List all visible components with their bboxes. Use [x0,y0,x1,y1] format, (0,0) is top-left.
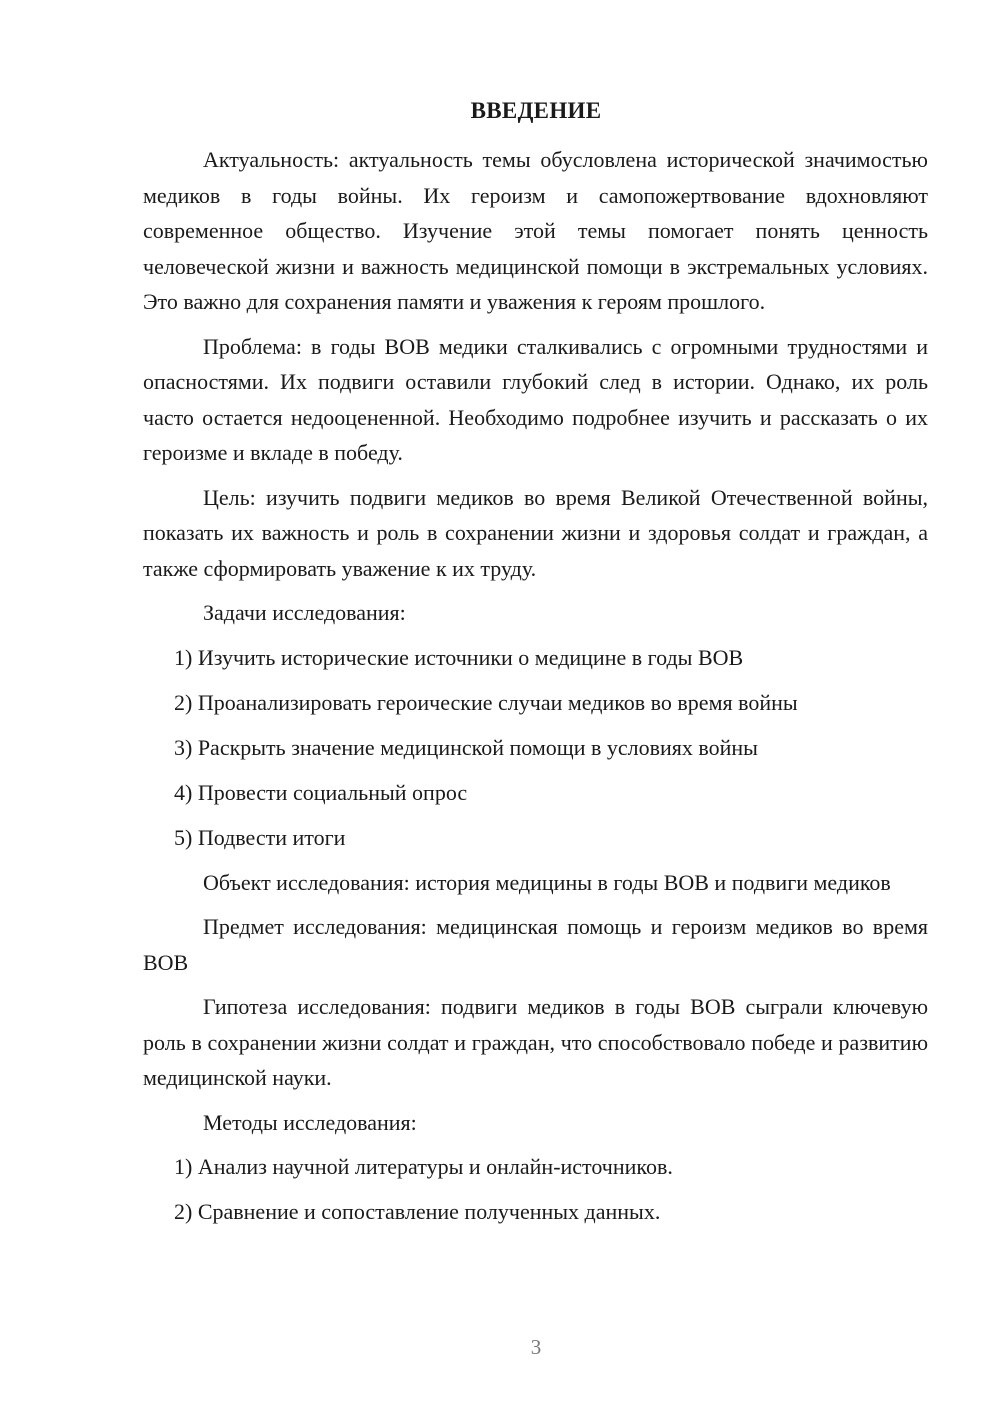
hypothesis-paragraph: Гипотеза исследования: подвиги медиков в годы ВОВ сыграли ключевую роль в сохранении жизни солдат и граждан, что способствовало победе и развитию медицинской науки. [143,994,928,1090]
problem-paragraph: Проблема: в годы ВОВ медики сталкивались с огромными трудностями и опасностями. Их подвиги оставили глубокий след в истории. Однако, их роль часто остается недооцененной. Необходимо подробнее изучить и рассказать о их героизме и вкладе в победу. [143,333,928,465]
subject-paragraph: Предмет исследования: медицинская помощь и героизм медиков во время ВОВ [143,914,928,975]
task-item: 1) Изучить исторические источники о медицине в годы ВОВ [174,644,744,670]
task-item: 2) Проанализировать героические случаи медиков во время войны [174,689,798,715]
methods-heading: Методы исследования: [203,1109,417,1135]
method-item: 2) Сравнение и сопоставление полученных данных. [174,1199,661,1224]
document-body [143,142,928,1239]
task-item: 5) Подвести итоги [174,824,346,850]
task-item: 3) Раскрыть значение медицинской помощи в условиях войны [174,734,758,760]
page-number: 3 [530,1335,542,1359]
page-title: ВВЕДЕНИЕ [470,98,602,123]
relevance-paragraph: Актуальность: актуальность темы обусловлена исторической значимостью медиков в годы войны. Их героизм и самопожертвование вдохновляют современное общество. Изучение этой темы помогает понять ценность человеческой жизни и важность медицинской помощи в экстремальных условиях. Это важно для сохранения памяти и уважения к героям прошлого. [143,147,928,314]
object-paragraph: Объект исследования: история медицины в годы ВОВ и подвиги медиков [203,869,891,895]
goal-paragraph: Цель: изучить подвиги медиков во время Великой Отечественной войны, показать их важность и роль в сохранении жизни и здоровья солдат и граждан, а также сформировать уважение к их труду. [143,484,928,581]
task-item: 4) Провести социальный опрос [174,779,468,805]
tasks-heading: Задачи исследования: [203,600,406,625]
method-item: 1) Анализ научной литературы и онлайн-источников. [174,1154,673,1179]
